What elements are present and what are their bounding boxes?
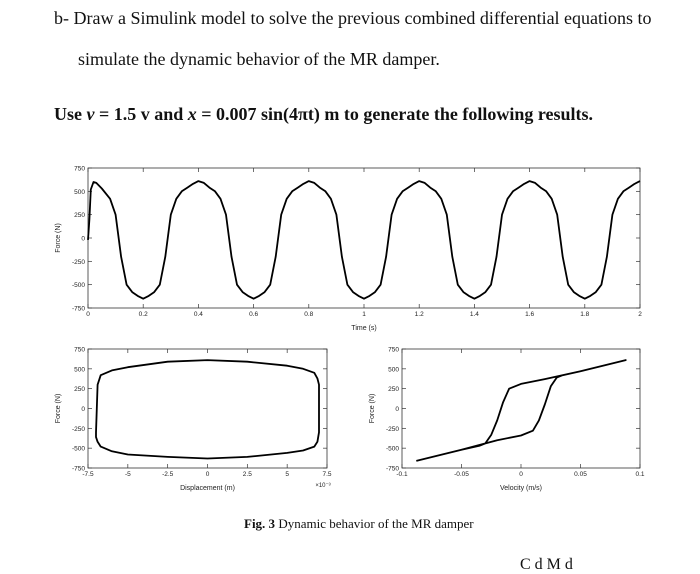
- instruction-x-symbol: x: [187, 104, 197, 124]
- velocity-plot-ytick-label: 250: [388, 386, 399, 394]
- time-plot-xtick-label: 1.4: [469, 311, 479, 318]
- caption-text: Dynamic behavior of the MR damper: [275, 516, 474, 531]
- disp-plot-xtick-label: 7.5: [322, 471, 332, 478]
- disp-plot-series-line: [96, 360, 319, 458]
- time-plot-xtick-label: 1: [362, 311, 366, 318]
- time-plot-xtick-label: 1.2: [414, 311, 424, 318]
- time-plot-ytick-label: -750: [71, 305, 85, 313]
- time-plot-xtick-label: 1.8: [580, 311, 590, 318]
- disp-plot-xtick-label: 0: [205, 471, 210, 478]
- time-plot-ytick-label: 0: [81, 235, 85, 243]
- time-plot-xtick-label: 0.4: [193, 311, 203, 318]
- velocity-plot-ytick-label: 0: [395, 406, 399, 413]
- velocity-plot-axes-box: [402, 349, 640, 468]
- disp-plot-ytick-label: 0: [81, 406, 85, 413]
- question-text-1: Draw a Simulink model to solve the previous combined differential equations to: [73, 8, 652, 28]
- time-plot-xlabel: Time (s): [351, 325, 377, 332]
- time-plot-xtick-label: 0.8: [304, 311, 314, 318]
- velocity-plot-xtick-label: 0.05: [574, 471, 587, 478]
- time-plot-ytick-label: -250: [71, 258, 85, 266]
- velocity-plot-xtick-label: 0.1: [635, 471, 645, 478]
- time-plot-xtick-label: 0.6: [249, 311, 259, 318]
- time-plot-axes-box: [88, 168, 640, 308]
- velocity-plot-ylabel: Force (N): [369, 393, 376, 424]
- disp-plot-xtick-label: -7.5: [82, 471, 94, 478]
- disp-plot-xlabel: Displacement (m): [180, 485, 235, 492]
- velocity-plot-xtick-label: 0: [519, 471, 523, 478]
- velocity-plot-ytick-label: 750: [388, 346, 399, 354]
- time-plot-ylabel: Force (N): [55, 223, 62, 253]
- disp-plot-ytick-label: -250: [71, 425, 85, 433]
- instruction-rest: = 0.007 sin(4πt) m to generate the following results.: [196, 104, 594, 124]
- disp-plot-ylabel: Force (N): [55, 393, 62, 424]
- time-plot-xtick-label: 0: [86, 311, 90, 318]
- disp-plot-ytick-label: -750: [71, 465, 85, 473]
- disp-plot-xtick-label: 5: [285, 471, 289, 478]
- disp-plot-x-multiplier: ×10⁻³: [315, 483, 331, 489]
- disp-plot-ytick-label: 750: [74, 346, 85, 354]
- velocity-plot-ytick-label: -250: [385, 425, 399, 433]
- velocity-plot-ytick-label: -750: [385, 465, 399, 473]
- time-plot: [55, 166, 642, 333]
- instruction-use: Use: [54, 104, 82, 124]
- velocity-plot-ytick-label: -500: [385, 445, 399, 453]
- disp-plot: [55, 347, 332, 493]
- velocity-plot: [369, 347, 645, 493]
- time-plot-series-line: [88, 181, 640, 299]
- disp-plot-xtick-label: 2.5: [242, 471, 252, 478]
- velocity-plot-xlabel: Velocity (m/s): [499, 485, 543, 492]
- figure-caption: [244, 516, 474, 532]
- caption-label: Fig. 3: [244, 516, 276, 531]
- instruction-v-symbol: v: [86, 104, 95, 124]
- disp-plot-ytick-label: 250: [74, 386, 85, 394]
- disp-plot-xtick-label: -5: [124, 471, 131, 478]
- velocity-plot-xtick-label: -0.1: [396, 471, 408, 478]
- velocity-plot-ytick-label: 500: [388, 366, 399, 374]
- footer-fragment: C d M d: [520, 556, 573, 573]
- disp-plot-ytick-label: -500: [71, 445, 85, 453]
- time-plot-xtick-label: 2: [638, 311, 642, 318]
- time-plot-ytick-label: -500: [71, 282, 85, 290]
- time-plot-ytick-label: 500: [74, 188, 85, 196]
- question-line-2: simulate the dynamic behavior of the MR damper.: [78, 49, 440, 69]
- instruction-mid: = 1.5 v and: [94, 104, 188, 124]
- time-plot-xtick-label: 1.6: [525, 311, 535, 318]
- time-plot-ytick-label: 750: [74, 165, 85, 173]
- velocity-plot-series-line: [416, 360, 625, 461]
- disp-plot-ytick-label: 500: [74, 366, 85, 374]
- time-plot-xtick-label: 0.2: [138, 311, 148, 318]
- velocity-plot-xtick-label: -0.05: [454, 471, 469, 478]
- disp-plot-xtick-label: -2.5: [162, 471, 174, 478]
- time-plot-ytick-label: 250: [74, 212, 85, 220]
- part-label: b-: [54, 8, 69, 28]
